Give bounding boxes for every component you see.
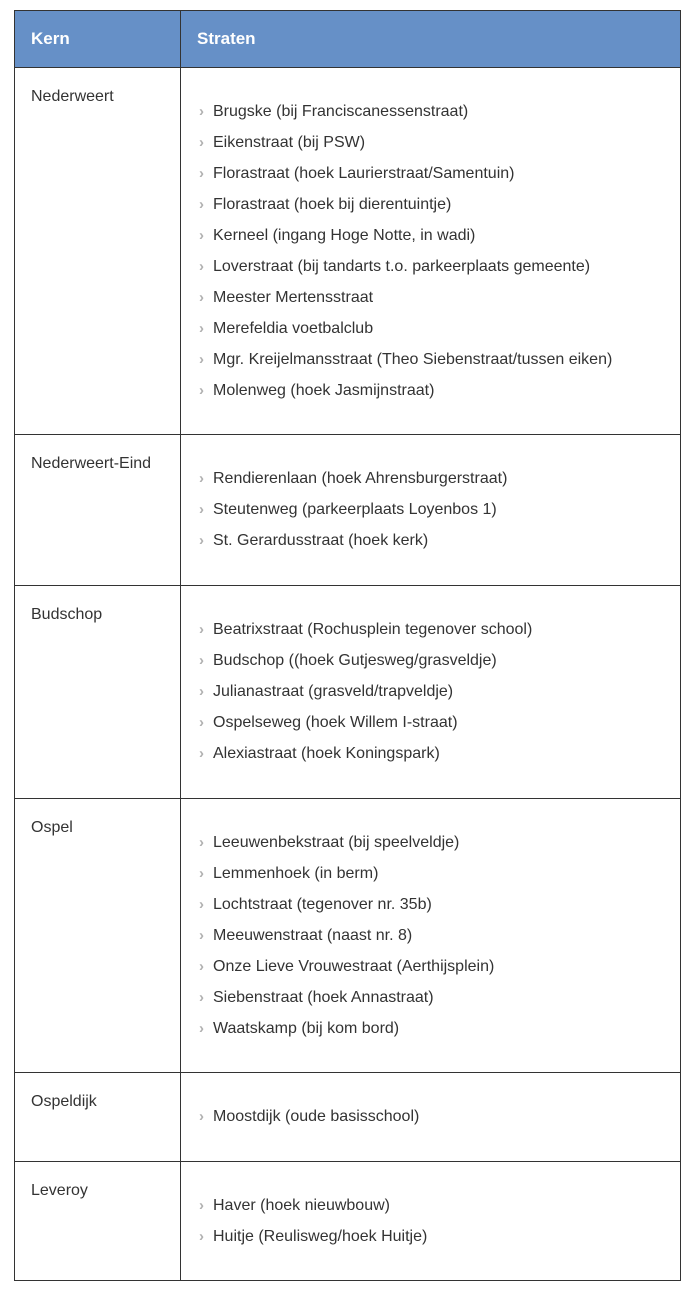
kern-cell: Nederweert-Eind (15, 435, 181, 586)
street-list (181, 1073, 680, 1132)
chevron-right-icon: › (199, 621, 204, 638)
chevron-right-icon: › (199, 989, 204, 1006)
street-name: Brugske (bij Franciscanessenstraat) (213, 103, 469, 120)
street-name: St. Gerardusstraat (hoek kerk) (213, 532, 429, 549)
chevron-right-icon: › (199, 1197, 204, 1214)
chevron-right-icon: › (199, 652, 204, 669)
street-name: Meester Mertensstraat (213, 289, 374, 306)
list-item (199, 951, 680, 982)
street-name: Waatskamp (bij kom bord) (213, 1020, 400, 1037)
chevron-right-icon: › (199, 532, 204, 549)
table-row-nederweert (15, 68, 681, 435)
list-item (199, 525, 680, 556)
street-name: Rendierenlaan (hoek Ahrensburgerstraat) (213, 470, 508, 487)
straten-cell (181, 1073, 681, 1162)
chevron-right-icon: › (199, 103, 204, 120)
list-item (199, 676, 680, 707)
chevron-right-icon: › (199, 196, 204, 213)
list-item (199, 463, 680, 494)
chevron-right-icon: › (199, 865, 204, 882)
list-item (199, 707, 680, 738)
kern-cell: Nederweert (15, 68, 181, 435)
street-name: Florastraat (hoek bij dierentuintje) (213, 196, 452, 213)
street-name: Leeuwenbekstraat (bij speelveldje) (213, 834, 460, 851)
list-item (199, 1013, 680, 1044)
chevron-right-icon: › (199, 134, 204, 151)
chevron-right-icon: › (199, 834, 204, 851)
street-list (181, 586, 680, 769)
chevron-right-icon: › (199, 501, 204, 518)
chevron-right-icon: › (199, 745, 204, 762)
kern-cell: Ospel (15, 799, 181, 1073)
table-row-ospeldijk (15, 1073, 681, 1162)
list-item (199, 220, 680, 251)
list-item (199, 1101, 680, 1132)
list-item (199, 827, 680, 858)
list-item (199, 889, 680, 920)
header-row (15, 11, 681, 68)
chevron-right-icon: › (199, 382, 204, 399)
list-item (199, 96, 680, 127)
chevron-right-icon: › (199, 1020, 204, 1037)
table-row-budschop (15, 586, 681, 799)
list-item (199, 282, 680, 313)
list-item (199, 344, 680, 375)
street-name: Molenweg (hoek Jasmijnstraat) (213, 382, 435, 399)
street-name: Eikenstraat (bij PSW) (213, 134, 366, 151)
straten-cell (181, 799, 681, 1073)
chevron-right-icon: › (199, 320, 204, 337)
street-name: Budschop ((hoek Gutjesweg/grasveldje) (213, 652, 497, 669)
kern-straten-table (14, 10, 681, 1281)
list-item (199, 982, 680, 1013)
street-name: Siebenstraat (hoek Annastraat) (213, 989, 434, 1006)
chevron-right-icon: › (199, 351, 204, 368)
street-name: Loverstraat (bij tandarts t.o. parkeerplaats gemeente) (213, 258, 591, 275)
chevron-right-icon: › (199, 470, 204, 487)
chevron-right-icon: › (199, 258, 204, 275)
table-row-nederweert-eind (15, 435, 681, 586)
table-row-leveroy (15, 1162, 681, 1281)
street-name: Lemmenhoek (in berm) (213, 865, 379, 882)
list-item (199, 158, 680, 189)
street-name: Julianastraat (grasveld/trapveldje) (213, 683, 454, 700)
street-list (181, 1162, 680, 1252)
straten-cell (181, 1162, 681, 1281)
street-name: Onze Lieve Vrouwestraat (Aerthijsplein) (213, 958, 495, 975)
header-kern: Kern (15, 11, 181, 68)
street-name: Haver (hoek nieuwbouw) (213, 1197, 390, 1214)
list-item (199, 738, 680, 769)
list-item (199, 1221, 680, 1252)
kern-cell: Ospeldijk (15, 1073, 181, 1162)
street-name: Ospelseweg (hoek Willem I-straat) (213, 714, 458, 731)
list-item (199, 494, 680, 525)
list-item (199, 614, 680, 645)
list-item (199, 920, 680, 951)
chevron-right-icon: › (199, 1228, 204, 1245)
chevron-right-icon: › (199, 289, 204, 306)
street-name: Merefeldia voetbalclub (213, 320, 374, 337)
street-name: Lochtstraat (tegenover nr. 35b) (213, 896, 432, 913)
list-item (199, 313, 680, 344)
street-name: Meeuwenstraat (naast nr. 8) (213, 927, 413, 944)
street-name: Alexiastraat (hoek Koningspark) (213, 745, 440, 762)
street-list (181, 68, 680, 406)
list-item (199, 251, 680, 282)
list-item (199, 127, 680, 158)
list-item (199, 375, 680, 406)
list-item (199, 189, 680, 220)
chevron-right-icon: › (199, 927, 204, 944)
list-item (199, 1190, 680, 1221)
chevron-right-icon: › (199, 714, 204, 731)
chevron-right-icon: › (199, 683, 204, 700)
chevron-right-icon: › (199, 958, 204, 975)
street-name: Steutenweg (parkeerplaats Loyenbos 1) (213, 501, 497, 518)
straten-cell (181, 68, 681, 435)
street-name: Huitje (Reulisweg/hoek Huitje) (213, 1228, 428, 1245)
street-name: Mgr. Kreijelmansstraat (Theo Siebenstraat/tussen eiken) (213, 351, 613, 368)
kern-cell: Budschop (15, 586, 181, 799)
chevron-right-icon: › (199, 896, 204, 913)
street-name: Beatrixstraat (Rochusplein tegenover school) (213, 621, 533, 638)
street-list (181, 435, 680, 556)
header-straten: Straten (181, 11, 681, 68)
chevron-right-icon: › (199, 165, 204, 182)
chevron-right-icon: › (199, 1108, 204, 1125)
list-item (199, 858, 680, 889)
kern-cell: Leveroy (15, 1162, 181, 1281)
street-list (181, 799, 680, 1044)
straten-cell (181, 586, 681, 799)
straten-cell (181, 435, 681, 586)
list-item (199, 645, 680, 676)
street-name: Moostdijk (oude basisschool) (213, 1108, 420, 1125)
table-row-ospel (15, 799, 681, 1073)
street-name: Florastraat (hoek Laurierstraat/Samentuin) (213, 165, 515, 182)
chevron-right-icon: › (199, 227, 204, 244)
street-name: Kerneel (ingang Hoge Notte, in wadi) (213, 227, 476, 244)
